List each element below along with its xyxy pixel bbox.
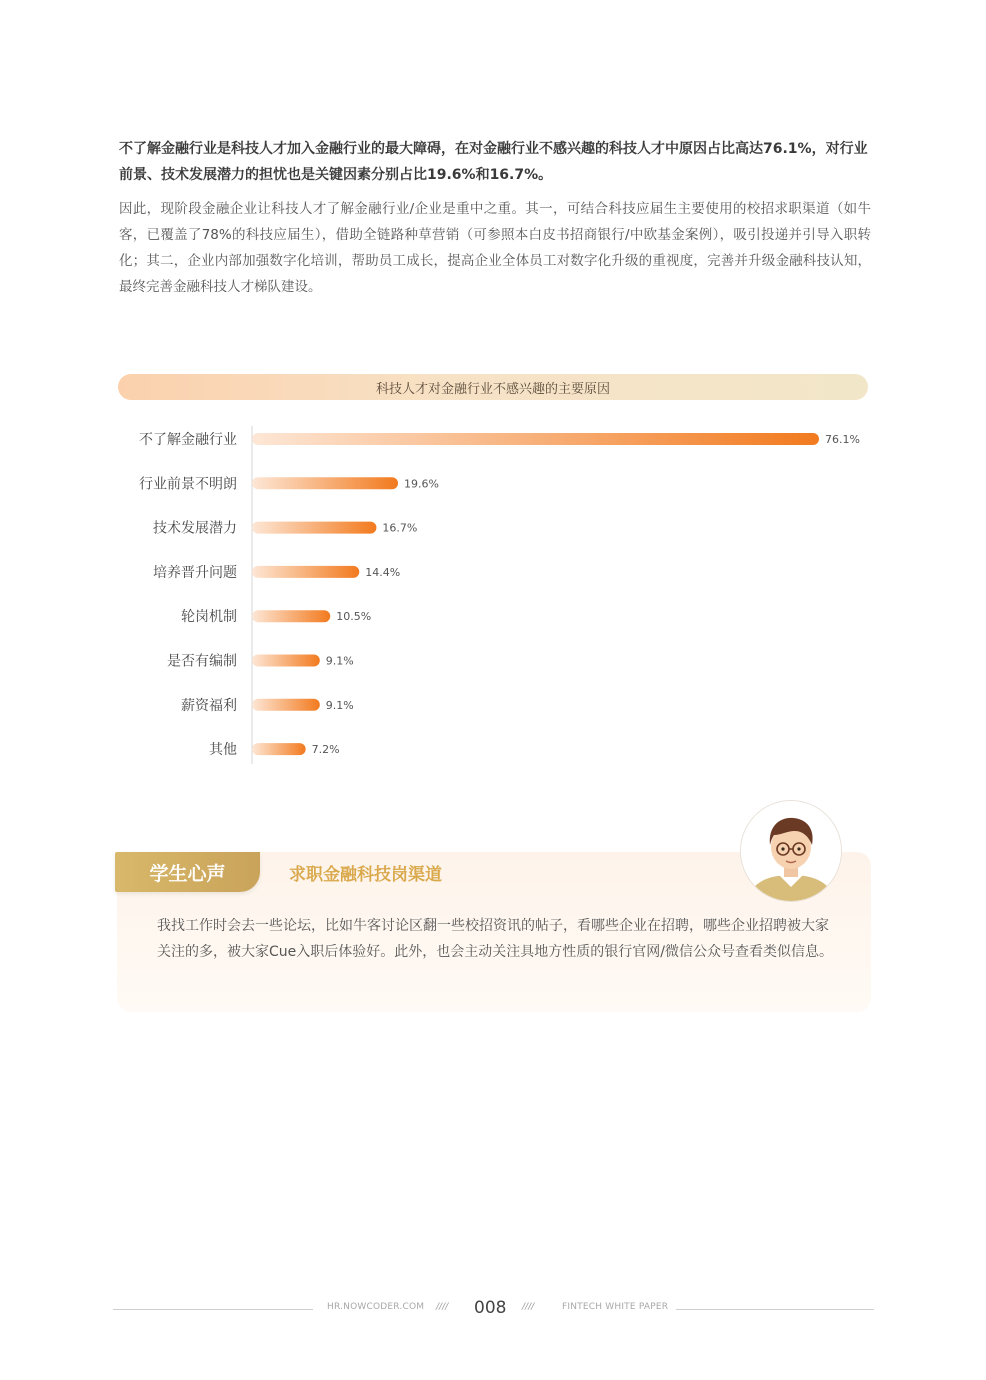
value-label: 9.1%: [325, 698, 354, 712]
footer-rule-left: [113, 1309, 313, 1310]
category-label: 是否有编制: [167, 653, 237, 670]
footer-paper-name: FINTECH WHITE PAPER: [562, 1302, 669, 1312]
student-voice-text: 我找工作时会去一些论坛，比如牛客讨论区翻一些校招资讯的帖子，看哪些企业在招聘，哪些企业招聘被大家关注的多，被大家Cue入职后体验好。此外，也会主动关注具地方性质的银行官网/微信公众号查看类似信息。: [157, 918, 833, 960]
student-voice-tag: 学生心声: [115, 852, 260, 892]
category-label: 技术发展潜力: [153, 520, 237, 537]
category-label: 培养晋升问题: [153, 564, 237, 581]
bar: [252, 699, 320, 711]
footer-rule-right: [676, 1309, 874, 1310]
value-label: 14.4%: [365, 565, 401, 579]
category-label: 薪资福利: [181, 697, 237, 714]
category-label: 不了解金融行业: [139, 432, 237, 448]
category-label: 行业前景不明朗: [139, 476, 237, 493]
page-number: 008: [474, 1298, 507, 1318]
value-label: 19.6%: [404, 477, 439, 491]
bar: [252, 566, 359, 578]
bar: [252, 522, 376, 534]
bar: [252, 477, 398, 489]
value-label: 10.5%: [336, 610, 372, 624]
chart-title: 科技人才对金融行业不感兴趣的主要原因: [118, 374, 868, 400]
footer-slashes-left: ////: [436, 1302, 449, 1312]
body-paragraph: 因此，现阶段金融企业让科技人才了解金融行业/企业是重中之重。其一，可结合科技应届生主要使用的校招求职渠道（如牛客，已覆盖了78%的科技应届生），借助全链路种草营销（可参照本白皮书招商银行/中欧基金案例），吸引投递并引导入职转化；其二，企业内部加强数字化培训，帮助员工成长，提高企业全体员工对数字化升级的重视度，完善并升级金融科技认知，最终完善金融科技人才梯队建设。: [119, 201, 871, 295]
student-avatar: [740, 800, 842, 902]
bar: [252, 610, 330, 622]
category-label: 其他: [209, 742, 237, 759]
value-label: 76.1%: [825, 433, 860, 446]
bar: [252, 655, 320, 667]
value-label: 7.2%: [311, 743, 340, 757]
bar: [252, 743, 306, 755]
category-label: 轮岗机制: [181, 609, 237, 626]
value-label: 16.7%: [382, 521, 418, 535]
footer-site: HR.NOWCODER.COM: [327, 1302, 425, 1312]
footer-slashes-right: ////: [522, 1302, 535, 1312]
lead-paragraph: 不了解金融行业是科技人才加入金融行业的最大障碍，在对金融行业不感兴趣的科技人才中原因占比高达76.1%，对行业前景、技术发展潜力的担忧也是关键因素分别占比19.6%和16.7%。: [119, 141, 868, 183]
student-voice-title: 求职金融科技岗渠道: [289, 865, 442, 885]
value-label: 9.1%: [325, 654, 354, 668]
student-avatar-icon: [741, 801, 841, 901]
bar: [252, 433, 819, 445]
